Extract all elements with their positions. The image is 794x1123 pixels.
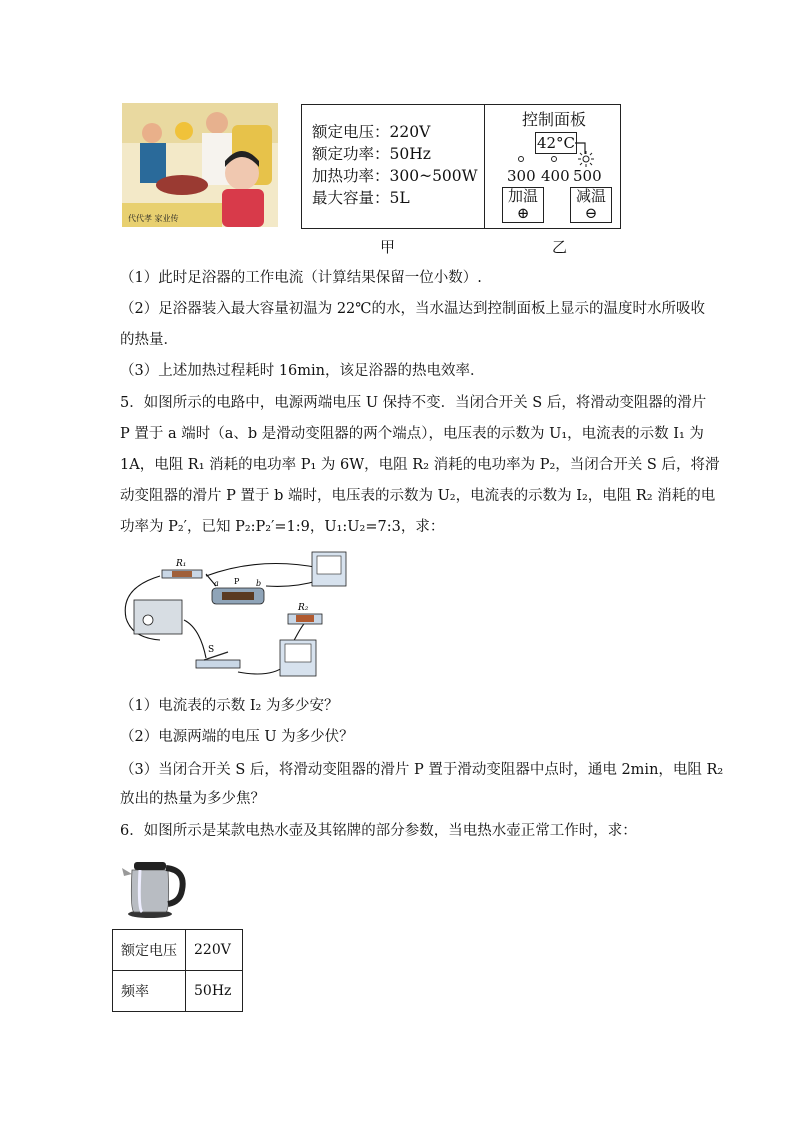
increase-temp-label: 加温 (507, 187, 538, 205)
q5-line3: 1A，电阻 R₁ 消耗的电功率 P₁ 为 6W，电阻 R₂ 消耗的电功率为 P₂，当闭合开关 S 后，将滑 (120, 457, 720, 473)
q4-part1: （1）此时足浴器的工作电流（计算结果保留一位小数）. (120, 270, 482, 286)
figure-label-jia: 甲 (380, 238, 396, 256)
power-label-300: 300 (507, 167, 536, 185)
spec-and-control-panel (301, 104, 621, 229)
decrease-temp-label: 减温 (575, 187, 606, 205)
indicator-500-lit-icon (578, 151, 594, 167)
electric-kettle-image (120, 850, 188, 920)
control-panel-title: 控制面板 (522, 110, 587, 129)
q5-question2: （2）电源两端的电压 U 为多少伏？ (120, 729, 354, 745)
temperature-display: 42°C (536, 134, 576, 152)
spec-voltage: 额定电压：220V (312, 123, 431, 141)
power-label-500: 500 (573, 167, 602, 185)
figure-label-yi: 乙 (552, 238, 568, 256)
power-supply (134, 600, 182, 634)
table-row (113, 930, 243, 971)
q6-intro: 6．如图所示是某款电热水壶及其铭牌的部分参数，当电热水壶正常工作时，求： (120, 823, 637, 839)
q5-line1: 5．如图所示的电路中，电源两端电压 U 保持不变．当闭合开关 S 后，将滑动变阻器的滑片 (120, 395, 707, 411)
table-cell-value: 220V (186, 930, 243, 971)
slider-p-label: P (234, 577, 240, 586)
spec-heating-power: 加热功率：300~500W (312, 167, 478, 185)
spec-power: 额定功率：50Hz (312, 145, 431, 163)
nameplate-table (112, 929, 243, 1012)
spec-capacity: 最大容量：5L (312, 189, 410, 207)
q5-question1: （1）电流表的示数 I₂ 为多少安？ (120, 698, 339, 714)
q5-question3-line2: 放出的热量为多少焦？ (120, 791, 265, 807)
q5-line2: P 置于 a 端时（a、b 是滑动变阻器的两个端点），电压表的示数为 U₁，电流表的示数 I₁ 为 (120, 426, 704, 442)
q4-part2-line1: （2）足浴器装入最大容量初温为 22℃的水，当水温达到控制面板上显示的温度时水所吸收 (120, 301, 706, 317)
q4-part2-line2: 的热量． (120, 332, 178, 348)
indicator-300 (518, 156, 524, 162)
table-cell-key: 额定电压 (113, 930, 186, 971)
minus-circle-icon: ⊖ (584, 204, 598, 222)
switch (196, 660, 240, 668)
table-row (113, 971, 243, 1012)
q5-question3-line1: （3）当闭合开关 S 后，将滑动变阻器的滑片 P 置于滑动变阻器中点时，通电 2min，电阻 R₂ (120, 762, 724, 778)
switch-label: S (208, 645, 215, 655)
q5-line5: 功率为 P₂′，已知 P₂:P₂′=1:9，U₁:U₂=7:3，求： (120, 519, 445, 535)
terminal-b-label: b (256, 579, 262, 588)
plus-circle-icon: ⊕ (516, 204, 530, 222)
footbath-poster-image (122, 103, 278, 227)
table-cell-key: 频率 (113, 971, 186, 1012)
increase-temp-button (502, 187, 544, 223)
terminal-a-label: a (214, 579, 219, 588)
indicator-400 (551, 156, 557, 162)
power-label-400: 400 (541, 167, 570, 185)
divider (484, 105, 485, 228)
q4-part3: （3）上述加热过程耗时 16min，该足浴器的热电效率． (120, 363, 485, 379)
r2-label: R₂ (298, 603, 309, 613)
q5-line4: 动变阻器的滑片 P 置于 b 端时，电压表的示数为 U₂，电流表的示数为 I₂，电阻 R₂ 消耗的电 (120, 488, 716, 504)
decrease-temp-button (570, 187, 612, 223)
r1-label: R₁ (176, 559, 187, 569)
circuit-diagram (120, 548, 348, 682)
table-cell-value: 50Hz (186, 971, 243, 1012)
poster-caption: 代代孝 家业传 (128, 214, 179, 223)
